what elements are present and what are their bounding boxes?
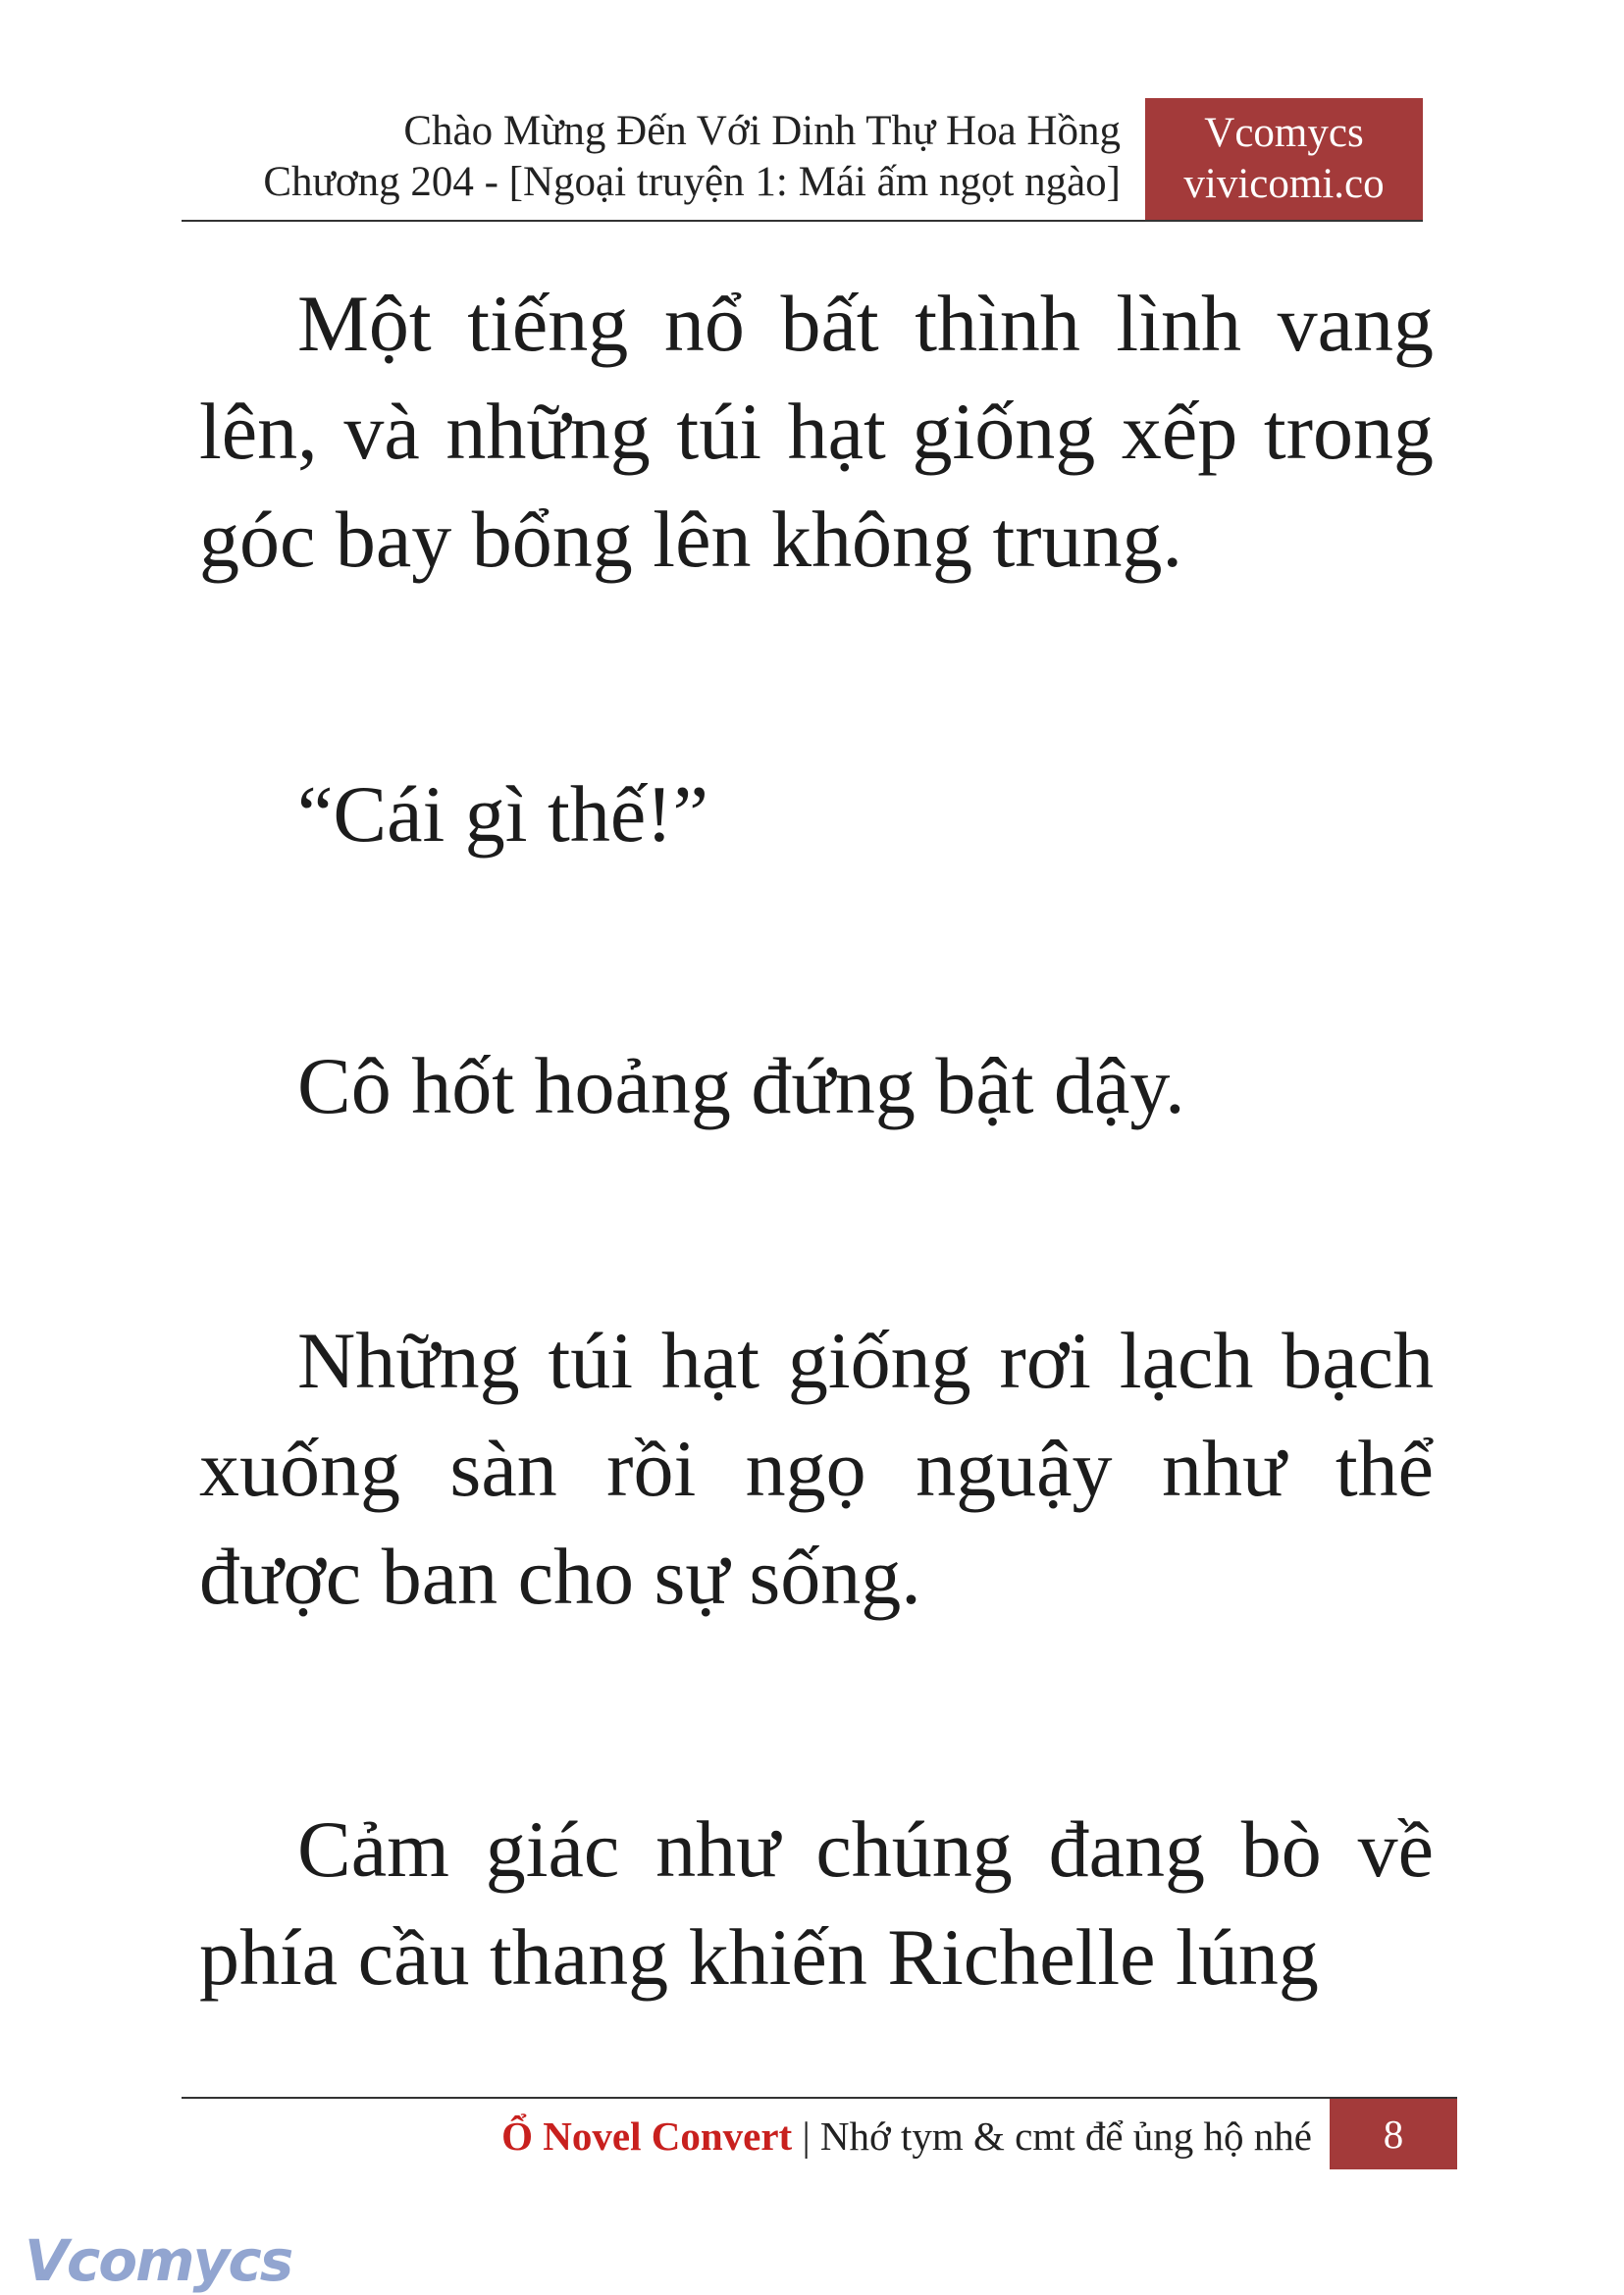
page-number: 8 — [1330, 2099, 1457, 2169]
header-title-block — [263, 106, 1121, 208]
paragraph-1: Một tiếng nổ bất thình lình vang lên, và những túi hạt giống xếp trong góc bay bổng lên không trung. — [199, 279, 1434, 584]
footer-brand: Ổ Novel Convert — [501, 2113, 793, 2159]
novel-title: Chào Mừng Đến Với Dinh Thự Hoa Hồng — [403, 108, 1121, 154]
paragraph-2: “Cái gì thế!” — [297, 769, 708, 859]
footer-text — [501, 2111, 1312, 2162]
page-header — [182, 98, 1423, 221]
header-divider — [182, 220, 1423, 222]
watermark-logo: Vcomycs — [25, 2227, 292, 2294]
chapter-title: Chương 204 - [Ngoại truyện 1: Mái ấm ngọt ngào] — [263, 159, 1121, 205]
header-brand-box — [1145, 98, 1423, 220]
paragraph-3: Cô hốt hoảng đứng bật dậy. — [297, 1041, 1185, 1130]
footer-message: Nhớ tym & cmt để ủng hộ nhé — [819, 2113, 1312, 2159]
paragraph-5: Cảm giác như chúng đang bò về phía cầu thang khiến Richelle lúng — [199, 1804, 1434, 2002]
paragraph-4: Những túi hạt giống rơi lạch bạch xuống sàn rồi ngọ nguậy như thể được ban cho sự sống. — [199, 1316, 1434, 1621]
page-footer — [182, 2097, 1457, 2170]
brand-name: Vcomycs — [1204, 110, 1364, 156]
footer-divider — [182, 2097, 1457, 2099]
footer-separator: | — [802, 2113, 811, 2159]
brand-site: vivicomi.co — [1183, 161, 1385, 207]
